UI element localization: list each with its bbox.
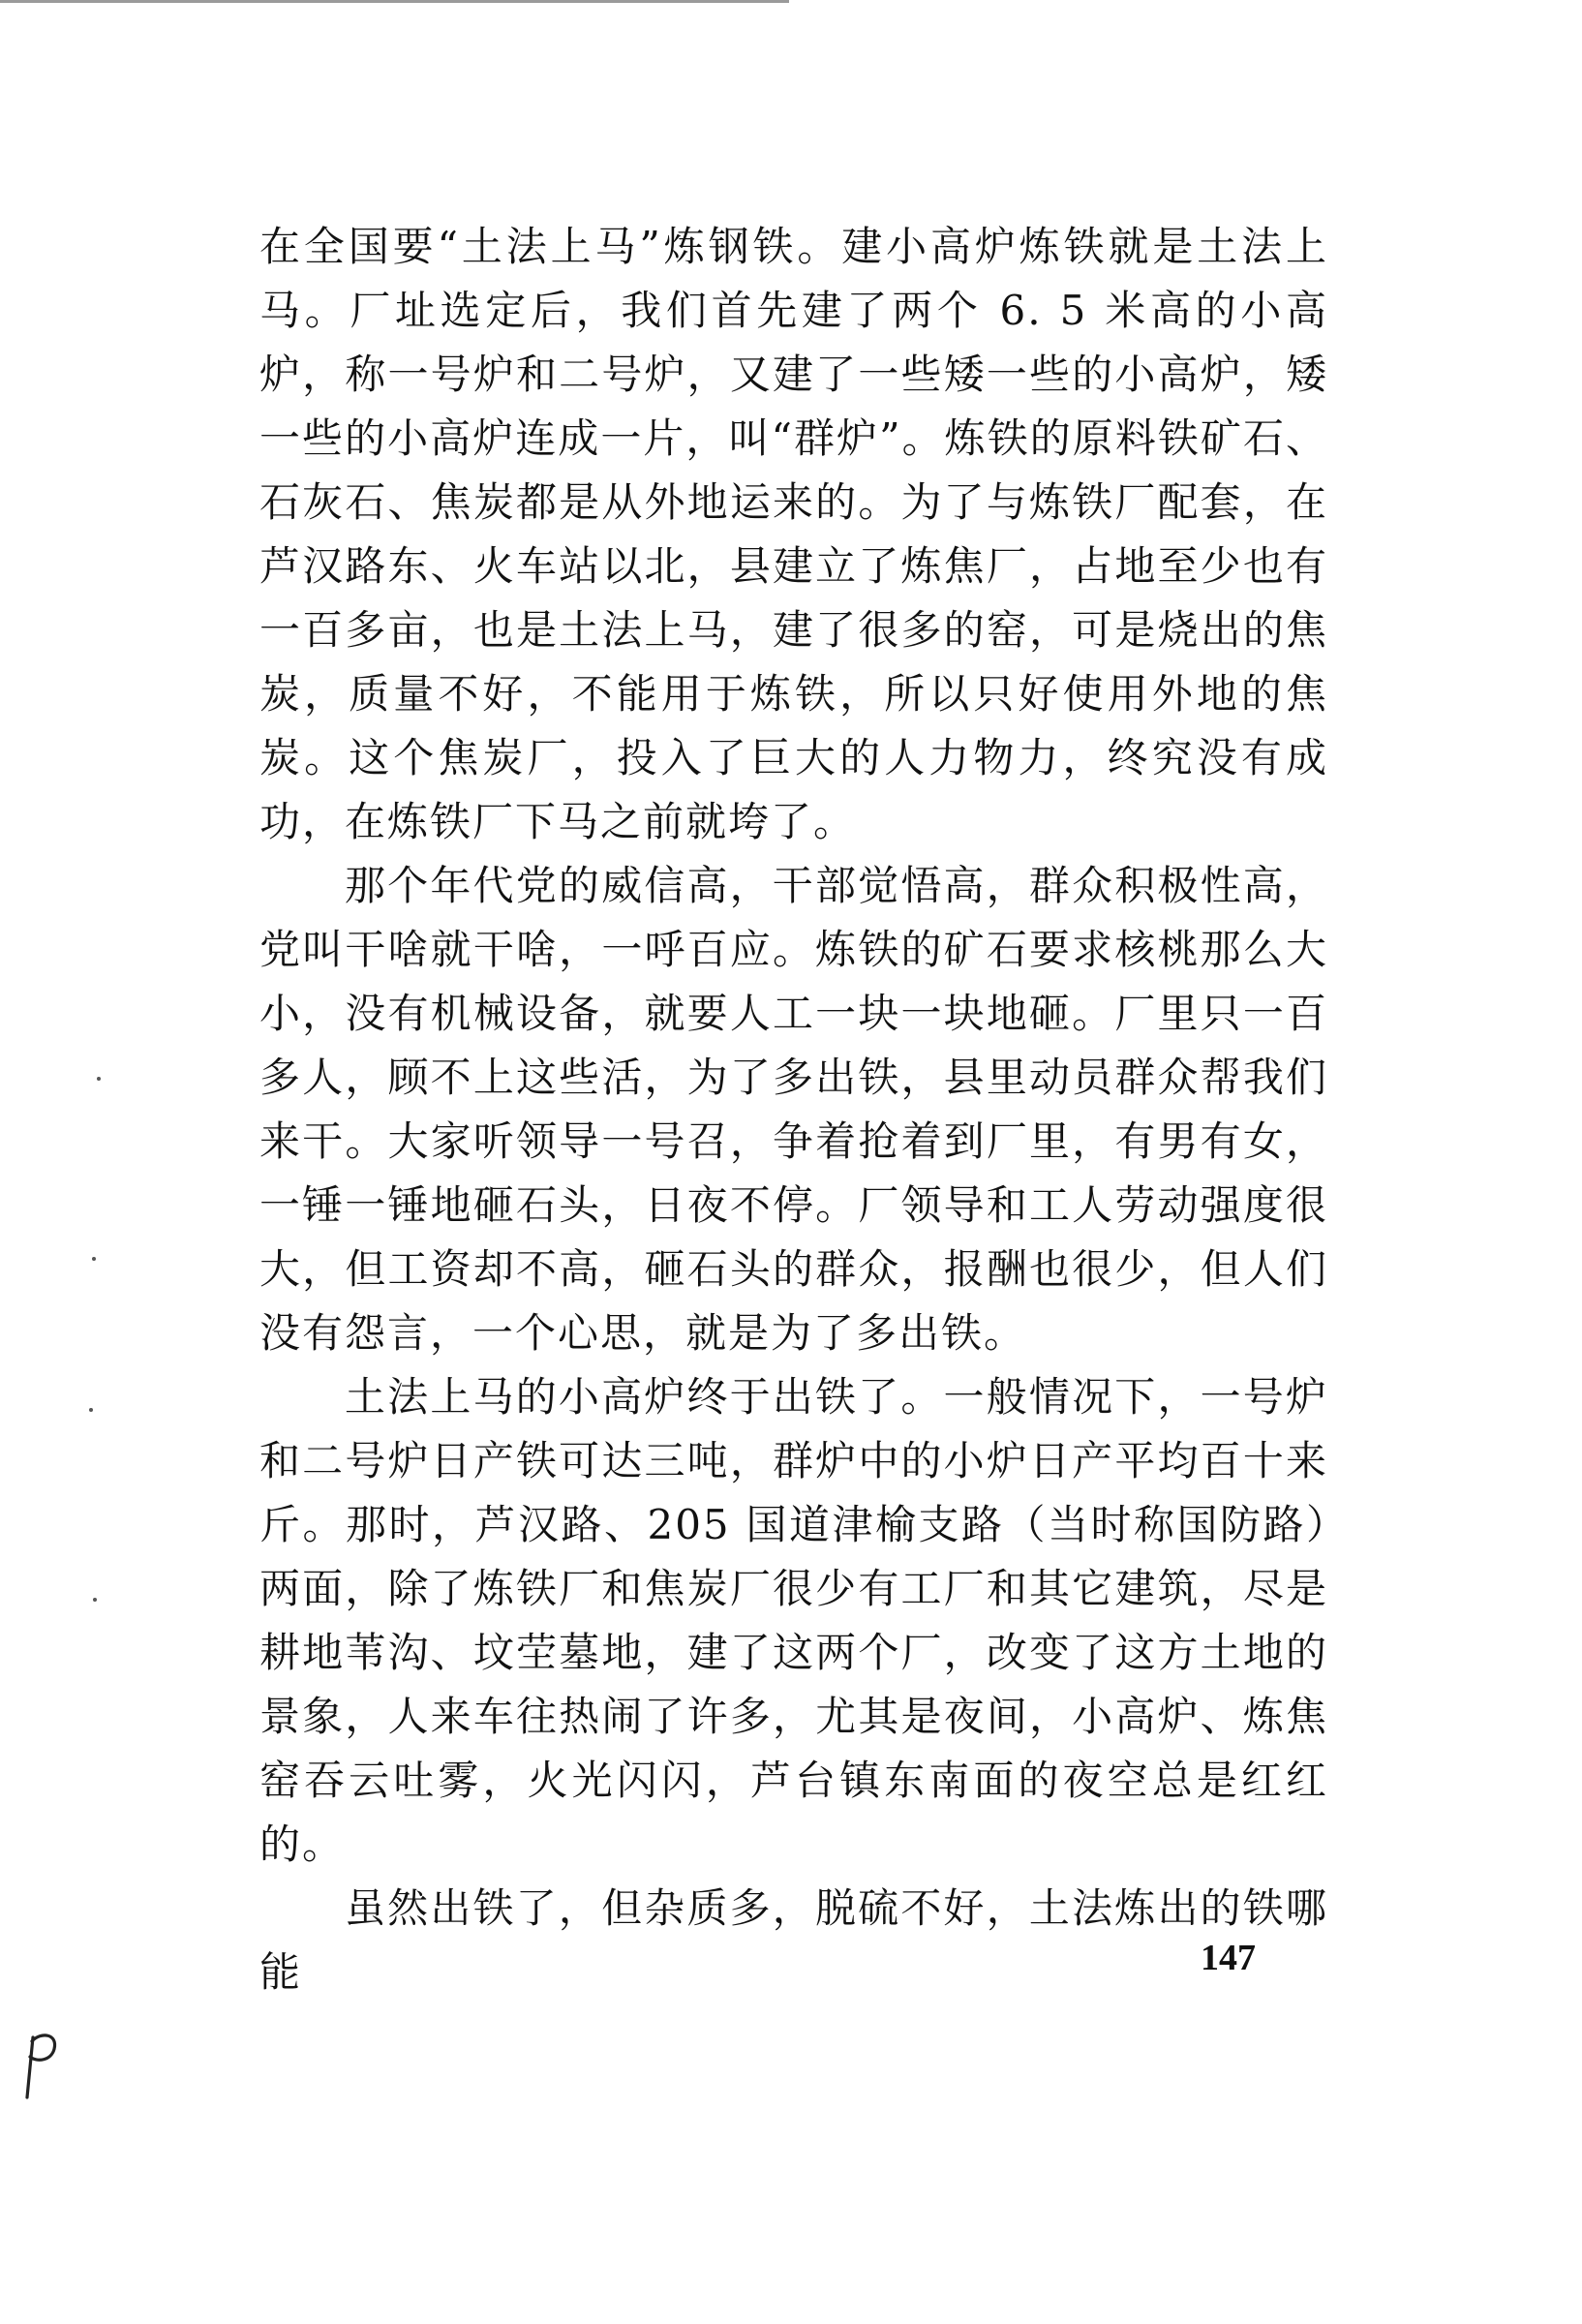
paragraph-3: 土法上马的小高炉终于出铁了。一般情况下，一号炉和二号炉日产铁可达三吨，群炉中的小炉日产平均百十来斤。那时，芦汉路、205 国道津榆支路（当时称国防路）两面，除了炼铁厂和焦炭厂很少有工厂和其它建筑，尽是耕地苇沟、坟茔墓地，建了这两个厂，改变了这方土地的景象，人来车往热闹了许多，尤其是夜间，小高炉、炼焦窑吞云吐雾，火光闪闪，芦台镇东南面的夜空总是红红的。 <box>259 1373 1328 1868</box>
page-number: 147 <box>1201 1938 1256 1978</box>
handwritten-p-mark <box>21 2030 60 2099</box>
paragraph-4: 虽然出铁了，但杂质多，脱硫不好，土法炼出的铁哪能 <box>259 1884 1328 1996</box>
paragraph-2: 那个年代党的威信高，干部觉悟高，群众积极性高，党叫干啥就干啥，一呼百应。炼铁的矿石要求核桃那么大小，没有机械设备，就要人工一块一块地砸。厂里只一百多人，顾不上这些活，为了多出铁，县里动员群众帮我们来干。大家听领导一号召，争着抢着到厂里，有男有女，一锤一锤地砸石头，日夜不停。厂领导和工人劳动强度很大，但工资却不高，砸石头的群众，报酬也很少，但人们没有怨言，一个心思，就是为了多出铁。 <box>259 862 1328 1357</box>
scan-speck <box>92 1257 96 1261</box>
scan-speck <box>93 1598 97 1602</box>
paragraph-1: 在全国要“土法上马”炼钢铁。建小高炉炼铁就是土法上马。厂址选定后，我们首先建了两个 6. 5 米高的小高炉，称一号炉和二号炉，又建了一些矮一些的小高炉，矮一些的小高炉连成一片，叫“群炉”。炼铁的原料铁矿石、石灰石、焦炭都是从外地运来的。为了与炼铁厂配套，在芦汉路东、火车站以北，县建立了炼焦厂，占地至少也有一百多亩，也是土法上马，建了很多的窑，可是烧出的焦炭，质量不好，不能用于炼铁，所以只好使用外地的焦炭。这个焦炭厂，投入了巨大的人力物力，终究没有成功，在炼铁厂下马之前就垮了。 <box>259 223 1328 845</box>
scan-speck <box>89 1408 93 1412</box>
page-body <box>259 215 1328 2004</box>
top-rule-line <box>0 0 789 3</box>
scan-speck <box>97 1077 101 1081</box>
